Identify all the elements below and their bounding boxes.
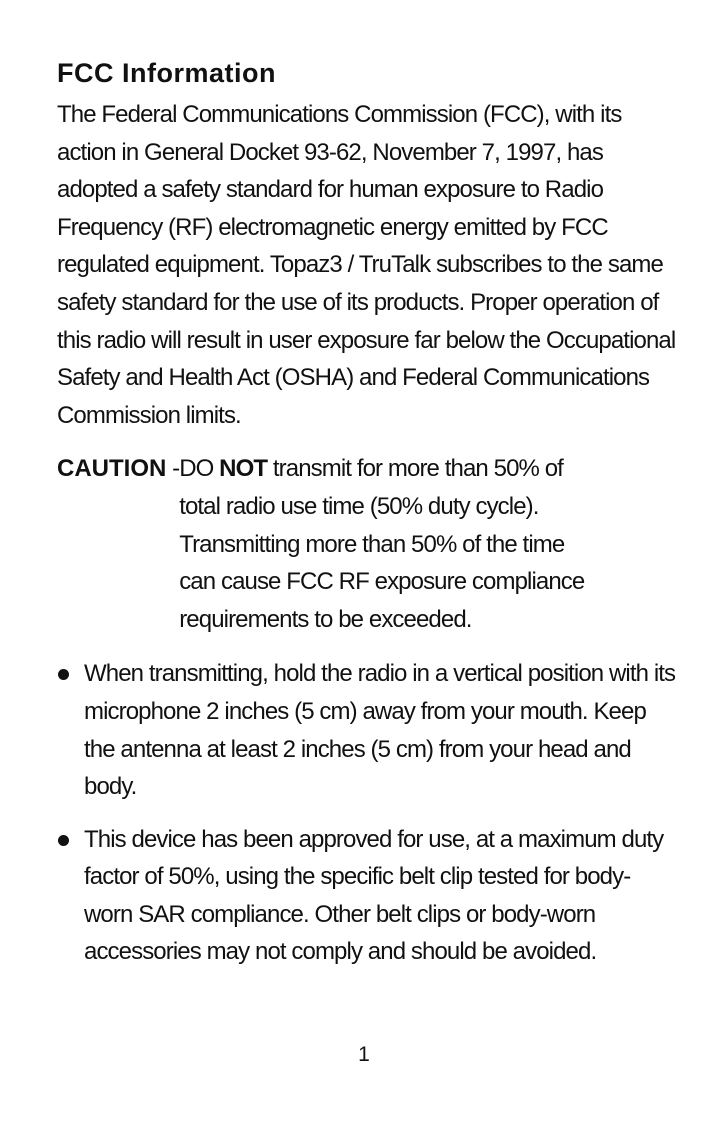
bullet-list: [57, 655, 677, 971]
caution-text: [179, 450, 584, 638]
caution-label-text: CAUTION: [57, 455, 167, 483]
caution-do: DO: [179, 455, 220, 483]
page-number: 1: [358, 1043, 370, 1066]
caution-line-3: Transmitting more than 50% of the time: [179, 530, 565, 558]
section-heading: FCC Information: [57, 58, 276, 88]
caution-label: [57, 450, 179, 638]
caution-line-5: requirements to be exceeded.: [179, 605, 472, 633]
caution-separator: -: [166, 455, 180, 483]
bullet-icon: [58, 835, 69, 846]
caution-line-1: [179, 450, 584, 488]
bullet-text: When transmitting, hold the radio in a vertical position with its microphone 2 inches (5 cm) away from your mouth. Keep the antenna at least 2 inches (5 cm) from your head and body.: [84, 660, 676, 801]
caution-line-2: total radio use time (50% duty cycle).: [179, 492, 539, 520]
bullet-icon: [58, 669, 69, 680]
list-item: [57, 821, 677, 971]
list-item: [57, 655, 677, 805]
document-page: [57, 56, 677, 986]
caution-block: [57, 450, 677, 638]
caution-not: NOT: [219, 455, 268, 483]
intro-paragraph: The Federal Communications Commission (FCC), with its action in General Docket 93-62, November 7, 1997, has adopted a safety standard for human exposure to Radio Frequency (RF) electromagnetic energy emitted by FCC regulated equipment. Topaz3 / TruTalk subscribes to the same safety standard for the use of its products. Proper operation of this radio will result in user exposure far below the Occupational Safety and Health Act (OSHA) and Federal Communications Commission limits.: [57, 101, 676, 429]
caution-line-1-rest: transmit for more than 50% of: [267, 455, 563, 483]
bullet-text: This device has been approved for use, at a maximum duty factor of 50%, using the specific belt clip tested for body-worn SAR compliance. Other belt clips or body-worn accessories may not comply and should be avoided.: [84, 825, 664, 966]
caution-line-4: can cause FCC RF exposure compliance: [179, 568, 585, 596]
